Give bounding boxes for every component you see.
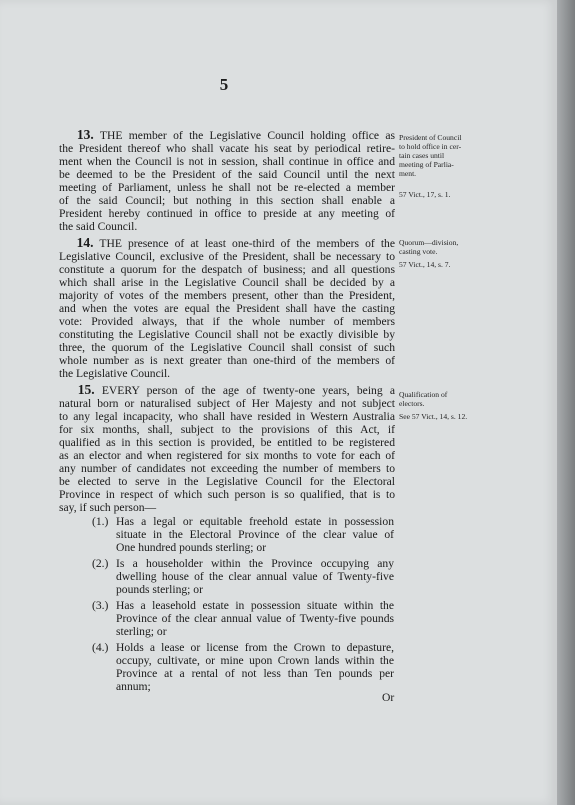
section-line: qualified as in this section is provided, be entitled to be registered — [59, 436, 395, 450]
page-edge — [557, 0, 575, 805]
section-line: vote: Provided always, that if the whole number of members — [59, 315, 395, 329]
section-line: 14. THE presence of at least one-third of the members of the — [76, 236, 395, 250]
section-line: to any legal incapacity, who shall have resided in Western Australia — [59, 410, 395, 424]
section-line: ment when the Council is not in session, shall continue in office and — [59, 155, 395, 169]
section-number: 14. — [76, 236, 94, 250]
document-page: 5 13. THE member of the Legislative Council holding office as the President thereof who shall vacate his seat by periodical retire- ment when the Council is not in session, shall continue in office and be deemed to be the President of the said Council until the next meeting of Parliament, unless he shall not be re-elected a member of the said Council; but nothing in this section shall enable a President hereby continued in office to preside at any meeting of the said Council. President of Council to hold office in cer- tain cases until meeting of Parlia- ment. 57 Vict., 17, s. 1. 14. THE presence of at least one-third of the members of the Legislative Council, exclusive of the President, shall be necessary to constitute a quorum for the despatch of business; and all questions which shall arise in the Legislative Council shall be decided by a majority of votes of the members present, other than the President, and when the votes are equal the President shall have the casting vote: Provided always, that if the whole number of members constituting the Legislative Council shall not be exactly divisible by three, the quorum of the Legislative Council shall consist of such whole number as is next greater than one-third of the members of the Legislative Council. Quorum—division, casting vote. 57 Vict., 14, s. 7. 15. EVERY person of the age of twenty-one years, being a natural born or naturalised subject of Her Majesty and not subject to any legal incapacity, who shall have resided in Western Australia for six months, shall, subject to the provisions of this Act, if qualified as in this section is provided, be entitled to be registered as an elector and when registered for six months to vote for each of any number of candidates not exceeding the number of members to be elected to serve in the Legislative Council for the Electoral Province in respect of which such person is so qualified, that is to say, if such person— Qualification of electors. See 57 Vict., 14, s. 12. (1.) Has a legal or equitable freehold estate in possession situate in the Electoral Province of the clear value of One hundred pounds sterling; or (2.) Is a householder within the Province occupying any dwelling house of the clear annual value of Twenty-five pounds sterling; or (3.) Has a leasehold estate in possession situate within the Province of the clear annual value of Twenty-five pounds sterling; or (4.) Holds a lease or license from the Crown to depasture, occupy, cultivate, or mine upon Crown lands within the Province at a rental of not less than Ten pounds per annum; Or — [0, 0, 557, 805]
section-line: 13. THE member of the Legislative Council holding office as — [76, 128, 395, 142]
section-line: which shall arise in the Legislative Council shall be decided by a — [59, 276, 395, 290]
item-marker: (3.) — [92, 599, 109, 612]
margin-note-14: Quorum—division, casting vote. 57 Vict., 14, s. 7. — [399, 238, 509, 269]
section-line: Province in respect of which such person is so qualified, that is to — [59, 488, 395, 502]
section-number: 15. — [77, 383, 95, 397]
section-line: be elected to serve in the Legislative Council for the Electoral — [59, 475, 395, 489]
margin-note-13: President of Council to hold office in cer- tain cases until meeting of Parlia- ment. 57 Vict., 17, s. 1. — [399, 133, 509, 199]
section-line: and when the votes are equal the President shall have the casting — [59, 302, 395, 316]
section-line: majority of votes of the members present, other than the President, — [59, 289, 395, 303]
section-line: be deemed to be the President of the said Council until the next — [59, 168, 395, 182]
margin-reference: See 57 Vict., 14, s. 12. — [399, 412, 468, 421]
section-line: constituting the Legislative Council shall not be exactly divisible by — [59, 328, 395, 342]
section-14 — [59, 236, 395, 381]
margin-reference: 57 Vict., 14, s. 7. — [399, 260, 451, 269]
section-line: whole number as is next greater than one-third of the members of — [59, 354, 395, 368]
section-number: 13. — [76, 128, 94, 142]
section-line: as an elector and when registered for six months to vote for each of — [59, 449, 395, 463]
item-marker: (1.) — [92, 515, 109, 528]
section-line: President hereby continued in office to preside at any meeting of — [59, 207, 395, 221]
margin-note-15: Qualification of electors. See 57 Vict., 14, s. 12. — [399, 390, 509, 421]
section-13 — [59, 128, 395, 233]
page-number: 5 — [219, 75, 229, 94]
section-line: the President thereof who shall vacate his seat by periodical retire- — [59, 142, 395, 156]
section-line: for six months, shall, subject to the provisions of this Act, if — [59, 423, 395, 437]
item-marker: (4.) — [92, 641, 109, 654]
section-line: say, if such person— — [59, 501, 157, 515]
catchword: Or — [382, 691, 395, 704]
section-15 — [59, 383, 395, 514]
section-line: the said Council. — [59, 220, 138, 234]
margin-reference: 57 Vict., 17, s. 1. — [399, 190, 451, 199]
section-line: Legislative Council, exclusive of the President, shall be necessary to — [59, 250, 395, 264]
section-line: natural born or naturalised subject of Her Majesty and not subject — [59, 397, 395, 411]
section-line: meeting of Parliament, unless he shall not be re-elected a member — [59, 181, 395, 195]
section-line: 15. EVERY person of the age of twenty-one years, being a — [77, 383, 395, 397]
section-line: the Legislative Council. — [59, 367, 171, 381]
section-line: any number of candidates not exceeding the number of members to — [59, 462, 395, 476]
section-line: constitute a quorum for the despatch of business; and all questions — [59, 263, 395, 277]
item-marker: (2.) — [92, 557, 109, 570]
section-line: three, the quorum of the Legislative Council shall consist of such — [59, 341, 395, 355]
section-line: of the said Council; but nothing in this section shall enable a — [59, 194, 395, 208]
